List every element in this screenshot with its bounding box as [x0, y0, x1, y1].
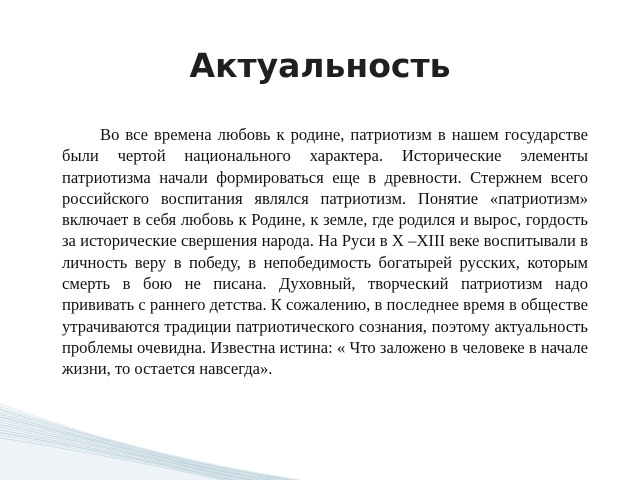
slide-body-text: Во все времена любовь к родине, патриотизм в нашем государстве были чертой национального характера. Исторические элементы патриотизма начали формироваться еще в древности. Стержнем всего российского воспитания являлся патриотизм. Понятие «патриотизм» включает в себя любовь к Родине, к земле, где родился и вырос, гордость за исторические свершения народа. На Руси в X –XIII веке воспитывали в личность веру в победу, в непобедимость богатырей русских, которым смерть в бою не писана. Духовный, творческий патриотизм надо прививать с раннего детства. К сожалению, в последнее время в обществе утрачиваются традиции патриотического сознания, поэтому актуальность проблемы очевидна. Известна истина: « Что заложено в человеке в начале жизни, то остается навсегда». — [62, 125, 588, 379]
slide-title: Актуальность — [189, 46, 451, 85]
corner-wave-band — [0, 408, 300, 480]
corner-wave-lines — [0, 404, 300, 480]
corner-decoration — [0, 390, 300, 480]
